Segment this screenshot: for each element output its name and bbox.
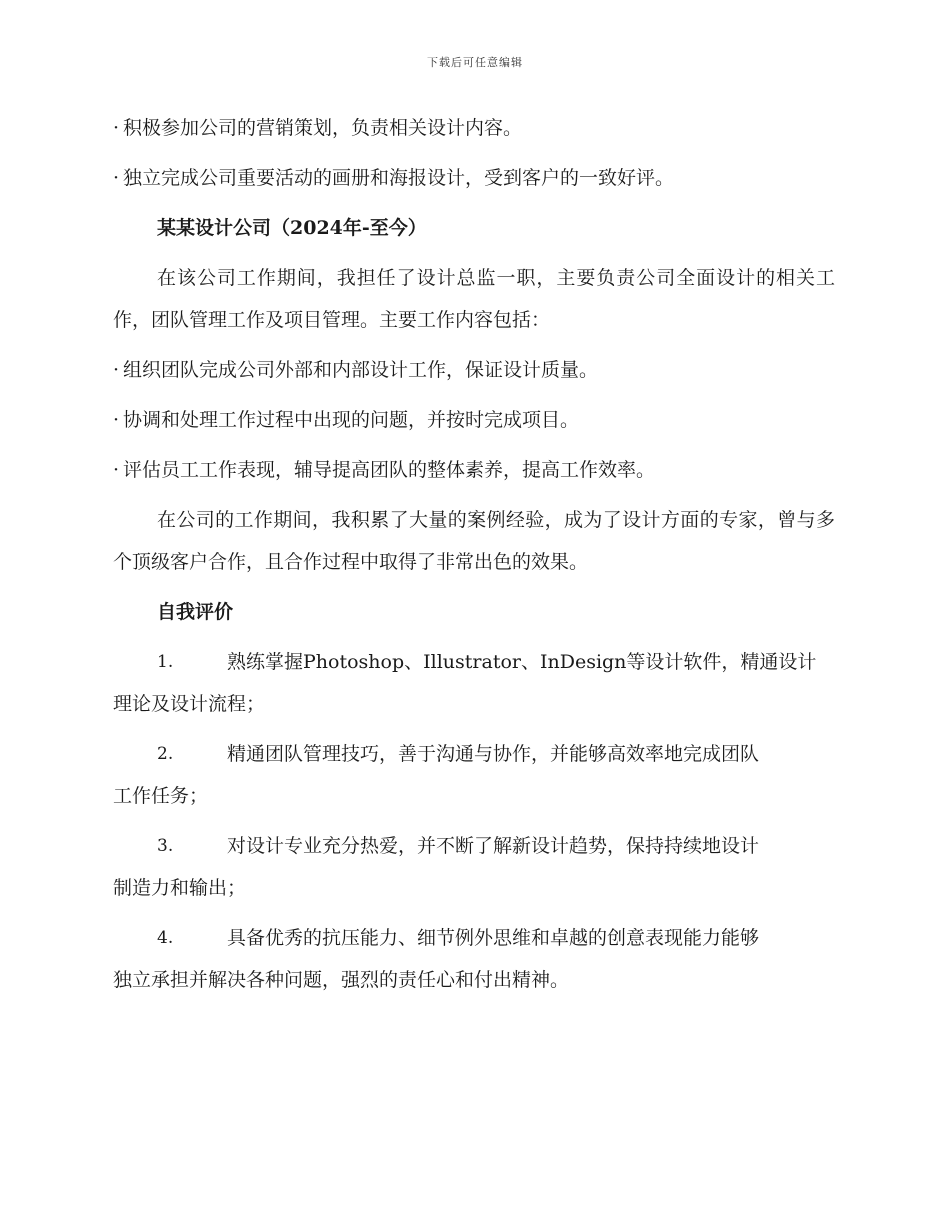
item-text-line1: 具备优秀的抗压能力、细节例外思维和卓越的创意表现能力能够 [227,927,760,949]
bullet-item: · 评估员工工作表现，辅导提高团队的整体素养，提高工作效率。 [113,449,835,491]
bullet-item: · 组织团队完成公司外部和内部设计工作，保证设计质量。 [113,349,835,391]
item-number: 2. [157,744,174,764]
item-text-line1: 熟练掌握Photoshop、Illustrator、InDesign等设计软件，精通设计 [227,651,817,673]
item-text-line1: 精通团队管理技巧，善于沟通与协作，并能够高效率地完成团队 [227,743,760,765]
paragraph-role: 在该公司工作期间，我担任了设计总监一职，主要负责公司全面设计的相关工作，团队管理工作及项目管理。主要工作内容包括： [113,267,835,331]
bullet-item: · 积极参加公司的营销策划，负责相关设计内容。 [113,107,835,149]
numbered-item [113,641,835,725]
item-text-line2: 工作任务； [113,785,209,807]
numbered-item [113,825,835,909]
item-text-line1: 对设计专业充分热爱，并不断了解新设计趋势，保持持续地设计 [227,835,760,857]
numbered-item [113,917,835,1001]
numbered-item [113,733,835,817]
bullet-item: · 独立完成公司重要活动的画册和海报设计，受到客户的一致好评。 [113,157,835,199]
item-text-line2: 制造力和输出； [113,877,247,899]
item-text-line2: 理论及设计流程； [113,693,266,715]
section-heading-self-evaluation: 自我评价 [157,601,234,623]
paragraph-experience: 在公司的工作期间，我积累了大量的案例经验，成为了设计方面的专家，曾与多个顶级客户合作，且合作过程中取得了非常出色的效果。 [113,509,835,573]
bullet-item: · 协调和处理工作过程中出现的问题，并按时完成项目。 [113,399,835,441]
item-text-line2: 独立承担并解决各种问题，强烈的责任心和付出精神。 [113,969,570,991]
item-number: 4. [157,928,174,948]
item-number: 3. [157,836,174,856]
item-number: 1. [157,652,174,672]
document-body [113,107,835,1009]
section-heading-company: 某某设计公司（2024年-至今） [157,217,427,239]
page-header: 下载后可任意编辑 [427,56,523,69]
